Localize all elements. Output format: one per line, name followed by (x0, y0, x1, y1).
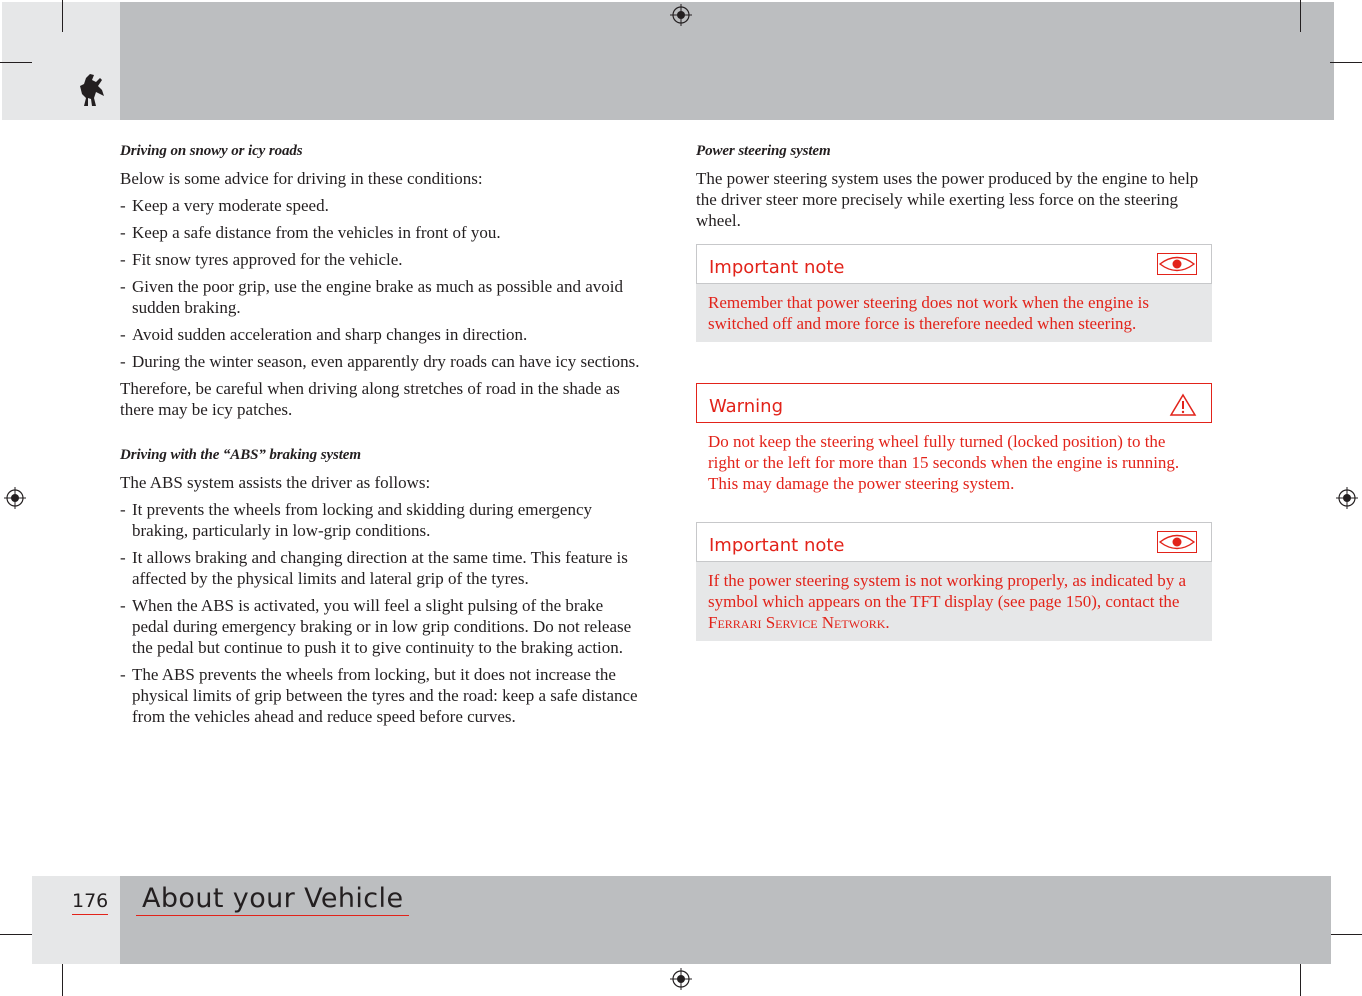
snow-intro: Below is some advice for driving in these conditions: (120, 169, 483, 188)
registration-mark-icon (670, 968, 692, 990)
list-item: - It allows braking and changing direction at the same time. This feature is affected by the physical limits and lateral grip of the tyres. (120, 547, 642, 589)
important-note-box (696, 244, 1212, 342)
snow-advice-list (120, 195, 642, 372)
service-network-name: Ferrari Service Network (708, 613, 886, 632)
power-steering-intro: The power steering system uses the power produced by the engine to help the driver steer more precisely while exerting less force on the steering wheel. (696, 169, 1199, 230)
note-text-end: . (885, 613, 890, 632)
crop-mark (0, 934, 32, 935)
warning-text: Do not keep the steering wheel fully turned (locked position) to the right or the left for more than 15 seconds when the engine is running. This may damage the power steering system. (708, 432, 1180, 493)
note-header (696, 244, 1212, 284)
note-text-start: If the power steering system is not working properly, as indicated by a symbol which appears on the TFT display (see page 150), contact the (708, 571, 1187, 611)
crop-mark (62, 964, 63, 996)
left-column (120, 141, 642, 727)
list-item: - It prevents the wheels from locking and skidding during emergency braking, particularly in low-grip conditions. (120, 499, 642, 541)
page-number: 176 (72, 890, 108, 915)
registration-mark-icon (4, 487, 26, 509)
note-text (696, 562, 1212, 641)
note-title: Important note (709, 257, 845, 278)
crop-mark (1330, 62, 1362, 63)
list-item: - Keep a safe distance from the vehicles in front of you. (120, 222, 642, 243)
registration-mark-icon (670, 4, 692, 26)
note-title: Important note (709, 535, 845, 556)
prancing-horse-icon (76, 72, 106, 108)
crop-mark (62, 0, 63, 32)
warning-header (696, 383, 1212, 423)
warning-title: Warning (709, 396, 784, 417)
list-item: - Fit snow tyres approved for the vehicle. (120, 249, 642, 270)
eye-icon (1157, 531, 1197, 553)
crop-mark (1300, 964, 1301, 996)
section-title: About your Vehicle (136, 883, 409, 916)
right-column (696, 141, 1212, 231)
eye-icon (1157, 253, 1197, 275)
note-header (696, 522, 1212, 562)
registration-mark-icon (1336, 487, 1358, 509)
list-item: - Given the poor grip, use the engine brake as much as possible and avoid sudden braking. (120, 276, 642, 318)
note-text: Remember that power steering does not work when the engine is switched off and more force is therefore needed when steering. (696, 284, 1212, 342)
list-item: - When the ABS is activated, you will feel a slight pulsing of the brake pedal during emergency braking or in low grip conditions. Do not release the pedal but continue to push it to give continuity to the braking action. (120, 595, 642, 658)
list-item: - Avoid sudden acceleration and sharp changes in direction. (120, 324, 642, 345)
header-bar (120, 2, 1334, 120)
list-item: - During the winter season, even apparently dry roads can have icy sections. (120, 351, 642, 372)
warning-box (696, 383, 1212, 502)
list-item: - The ABS prevents the wheels from locking, but it does not increase the physical limits of grip between the tyres and the road: keep a safe distance from the vehicles ahead and reduce speed before curves. (120, 664, 642, 727)
important-note-box (696, 522, 1212, 641)
abs-intro: The ABS system assists the driver as follows: (120, 473, 431, 492)
crop-mark (1330, 934, 1362, 935)
abs-feature-list (120, 499, 642, 727)
section-heading-power-steering: Power steering system (696, 143, 831, 159)
list-item: - Keep a very moderate speed. (120, 195, 642, 216)
warning-triangle-icon (1169, 393, 1197, 417)
section-heading-abs: Driving with the “ABS” braking system (120, 447, 361, 463)
crop-mark (0, 62, 32, 63)
section-heading-snow: Driving on snowy or icy roads (120, 143, 303, 159)
snow-outro: Therefore, be careful when driving along stretches of road in the shade as there may be icy patches. (120, 379, 620, 419)
crop-mark (1300, 0, 1301, 32)
